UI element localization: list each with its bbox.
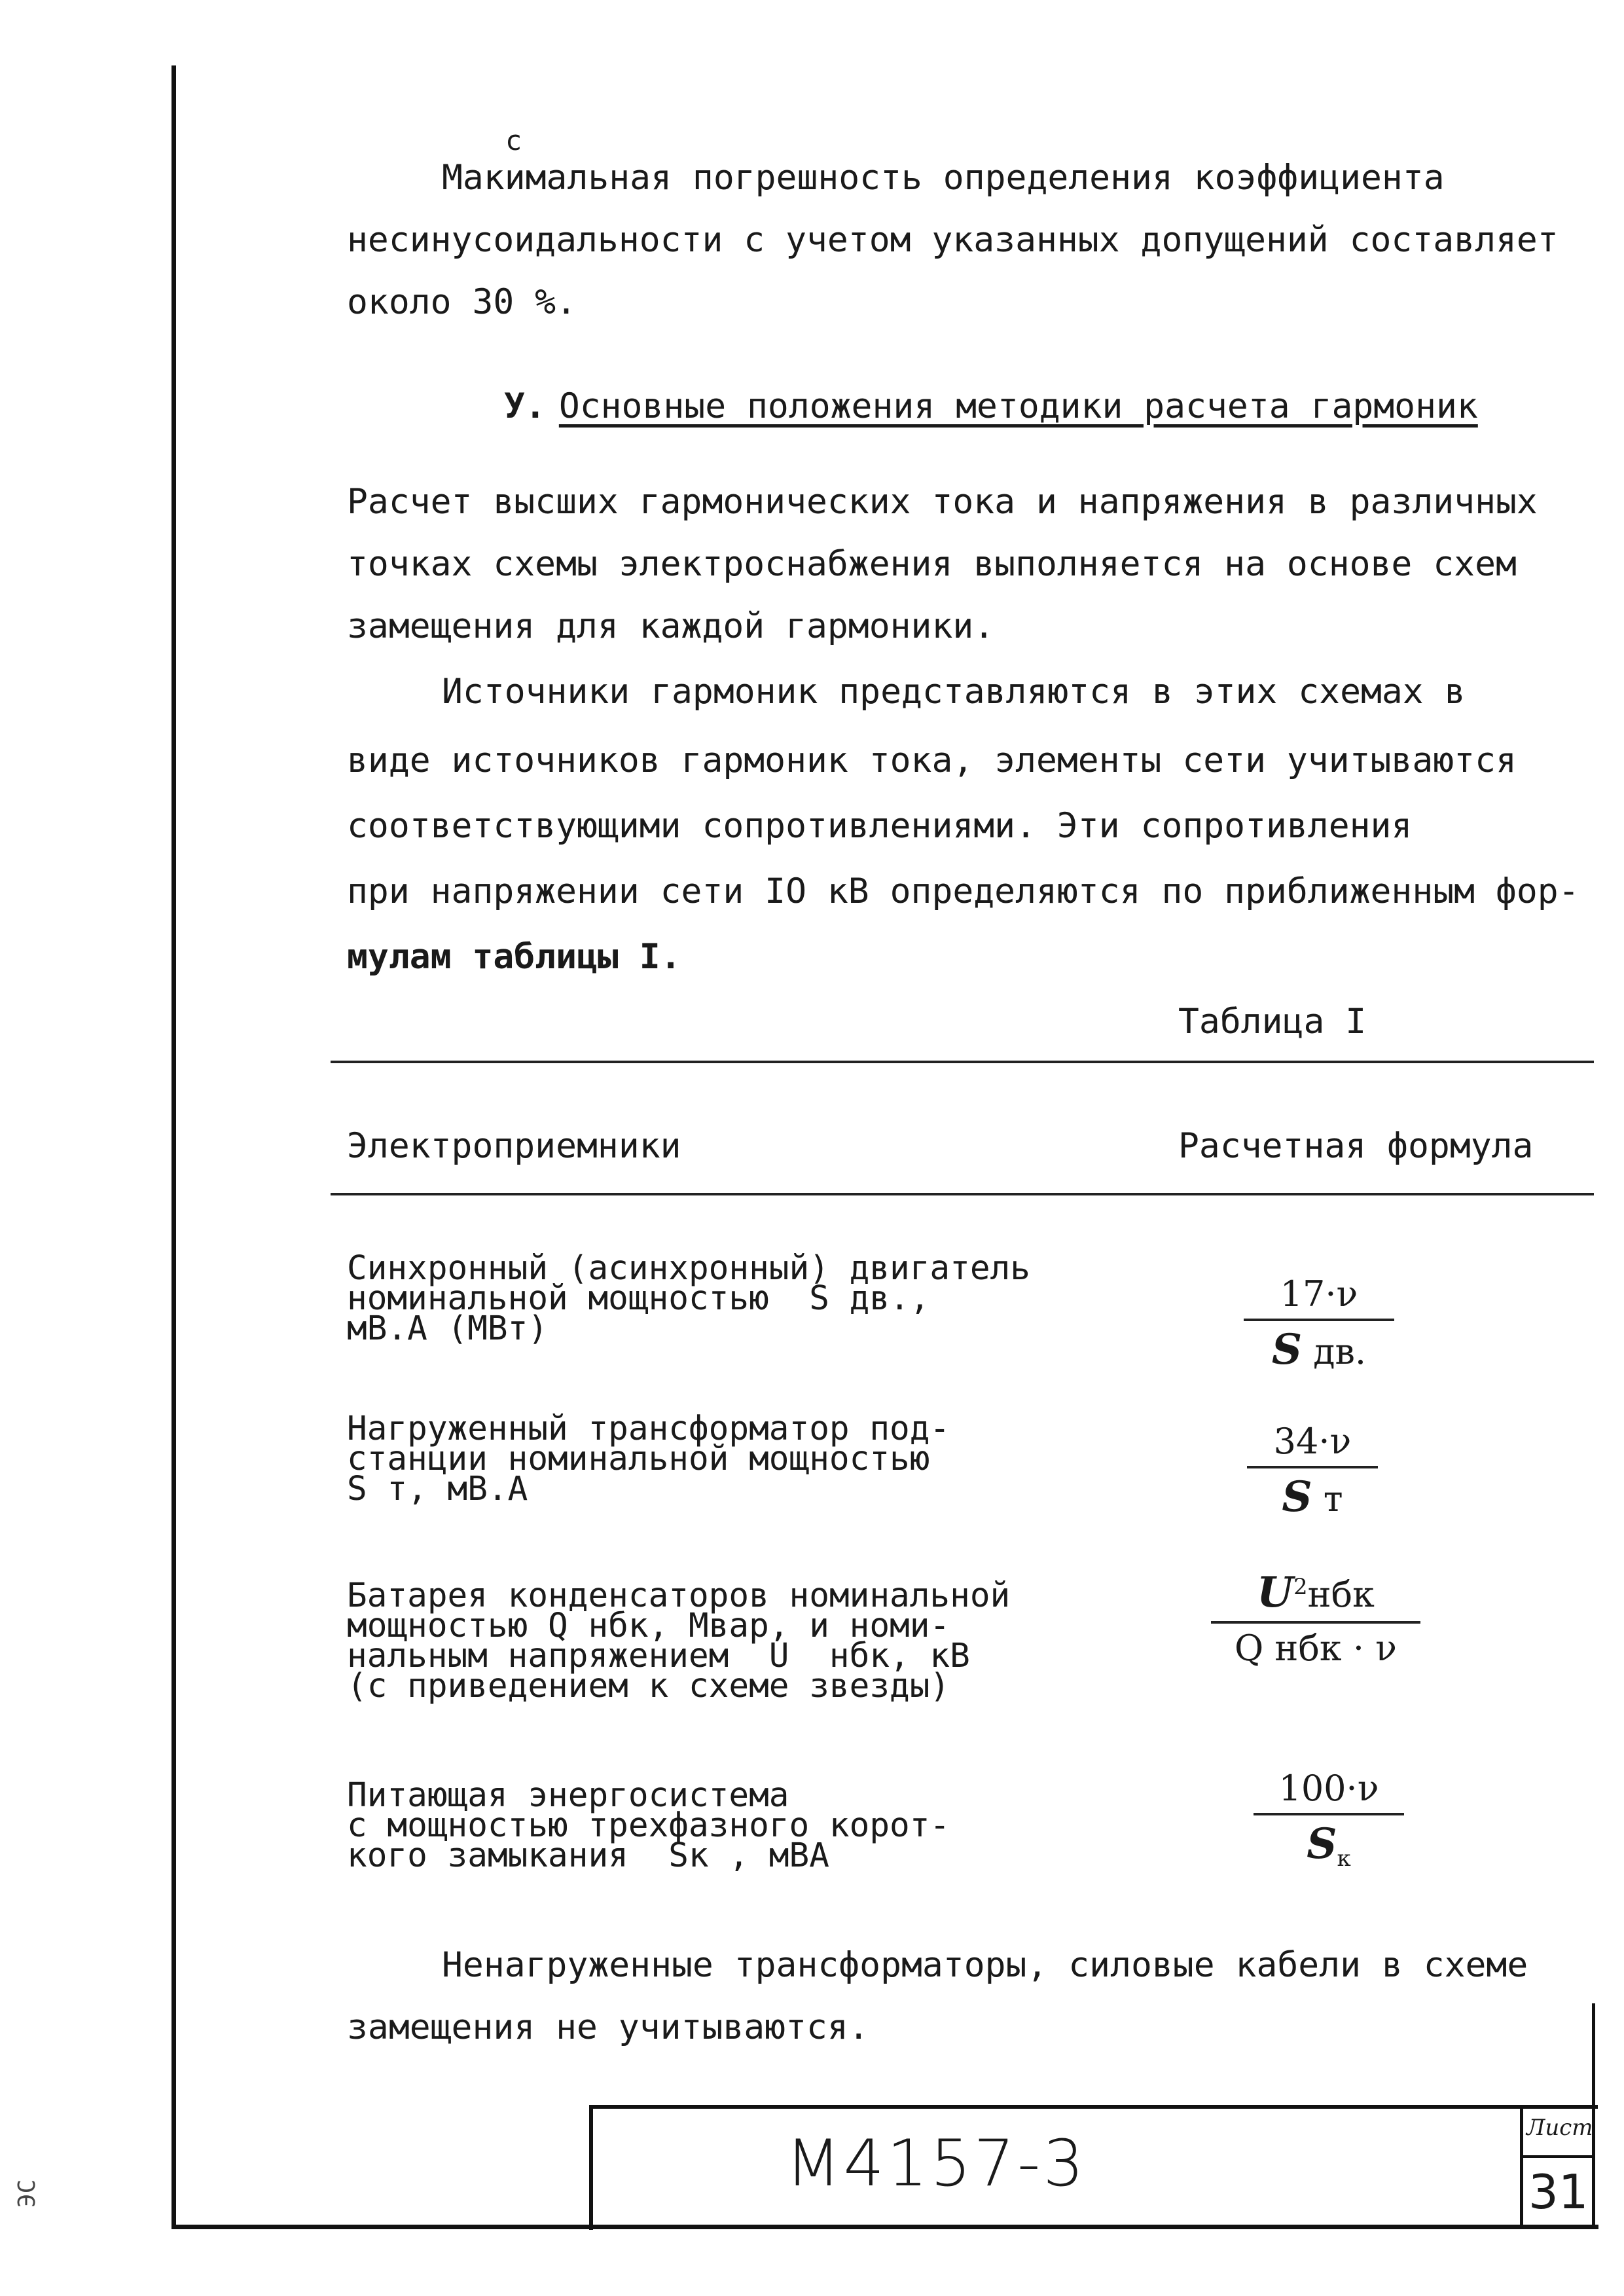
table-header-devices: Электроприемники [347, 1126, 681, 1166]
para3-line-5: мулам таблицы I. [347, 937, 681, 977]
table-row-2-formula [1247, 1421, 1378, 1522]
table-row-1-formula [1244, 1273, 1394, 1374]
section-title: Основные положения методики расчета гармоник [558, 386, 1478, 426]
formula-numerator: 34·ν [1247, 1421, 1378, 1468]
table-caption: Таблица I [1178, 1002, 1367, 1042]
section-number: У. [504, 386, 546, 426]
table-header-rule [331, 1193, 1594, 1195]
table-row-1-label: Синхронный (асинхронный) двигатель номинальной мощностью S дв., мВ.А (МВт) [347, 1249, 1030, 1348]
formula-denominator: S т [1282, 1472, 1343, 1522]
para2-line-3: замещения для каждой гармоники. [347, 606, 995, 646]
formula-numerator: $U^2нбк$ [1211, 1568, 1420, 1624]
formula-numerator: 17·ν [1244, 1273, 1394, 1321]
table-row-4-formula [1254, 1768, 1404, 1872]
para2-line-2: точках схемы электроснабжения выполняется на основе схем [347, 544, 1517, 584]
para3-line-4: при напряжении сети IO кВ определяются по приближенным фор- [347, 871, 1579, 911]
margin-mark: ЭС [14, 2179, 41, 2208]
para4-line-2: замещения не учитываются. [347, 2007, 869, 2047]
formula-denominator: Q нбк · ν [1234, 1628, 1397, 1669]
para2-line-1: Расчет высших гармонических тока и напряжения в различных [347, 482, 1538, 522]
title-block-divider [1520, 2105, 1523, 2226]
section-heading [504, 386, 1478, 426]
table-row-4-label: Питающая энергосистема с мощностью трехфазного корот- кого замыкания Sк , мВА [347, 1776, 950, 1875]
handwritten-correction: с [505, 124, 522, 156]
table-header-formula: Расчетная формула [1178, 1126, 1534, 1166]
title-block [589, 2105, 1598, 2230]
para4-line-1: Ненагруженные трансформаторы, силовые кабели в схеме [442, 1945, 1528, 1985]
table-row-3-formula [1211, 1568, 1420, 1669]
formula-denominator: S дв. [1271, 1325, 1367, 1374]
table-top-rule [331, 1061, 1594, 1063]
para1-line-1: Макимальная погрешность определения коэффициента [442, 158, 1445, 198]
formula-denominator: $S_к$ [1307, 1819, 1351, 1872]
sheet-label: Лист [1526, 2115, 1593, 2141]
document-number: М4157-3 [785, 2126, 1087, 2201]
para3-line-2: виде источников гармоник тока, элементы сети учитываются [347, 740, 1517, 780]
sheet-number: 31 [1528, 2164, 1589, 2219]
title-block-sheet-divider [1520, 2155, 1594, 2158]
table-row-2-label: Нагруженный трансформатор под- станции номинальной мощностью S т, мВ.А [347, 1410, 950, 1508]
para3-line-3: соответствующими сопротивлениями. Эти сопротивления [347, 806, 1413, 846]
para3-line-1: Источники гармоник представляются в этих схемах в [442, 672, 1466, 712]
table-row-3-label: Батарея конденсаторов номинальной мощностью Q нбк, Мвар, и номи- нальным напряжением U нбк, кВ (с приведением к схеме звезды) [347, 1576, 1011, 1705]
frame-left-border [171, 65, 176, 2226]
para1-line-3: около 30 %. [347, 282, 577, 322]
para1-line-2: несинусоидальности с учетом указанных допущений составляет [347, 220, 1559, 260]
formula-numerator: 100·ν [1254, 1768, 1404, 1815]
